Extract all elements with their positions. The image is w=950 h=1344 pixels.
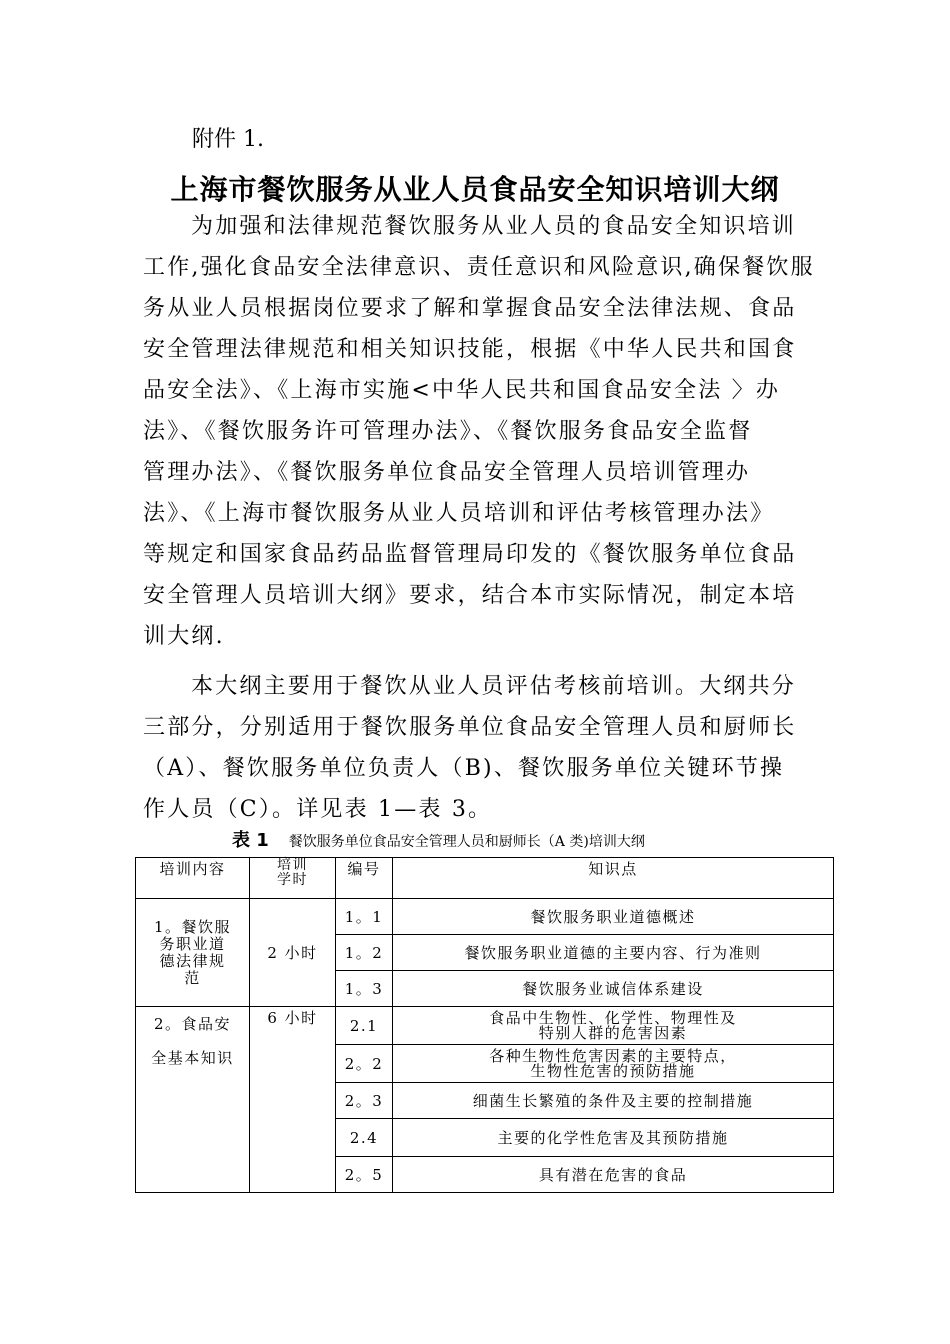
row-number: 2。3 [336,1083,393,1119]
attachment-label: 附件 1. [192,127,264,152]
group1-content-line: 德法律规 [159,951,226,970]
row-point: 餐饮服务职业道德概述 [393,899,834,935]
document-title: 上海市餐饮服务从业人员食品安全知识培训大纲 [170,173,780,206]
table-row [136,899,834,935]
scope-paragraph [143,666,807,830]
paragraph-line: 安全管理人员培训大纲》要求，结合本市实际情况，制定本培 [143,583,797,608]
table-header-row [136,858,834,899]
paragraph-line: 作人员（C）。详见表 1—表 3。 [143,797,493,822]
row-point: 餐饮服务职业道德的主要内容、行为准则 [393,935,834,971]
paragraph-line: 本大纲主要用于餐饮从业人员评估考核前培训。大纲共分 [191,674,797,699]
paragraph-line: 安全管理法律规范和相关知识技能，根据《中华人民共和国食 [143,337,797,362]
paragraph-line: 品安全法》、《上海市实施<中华人民共和国食品安全法 〉办 [143,378,781,403]
paragraph-line: （A）、餐饮服务单位负责人（B)、餐饮服务单位关键环节操 [143,756,785,781]
group2-hours: 6 小时 [250,1007,336,1193]
group1-content-line: 范 [184,968,201,987]
group2-content [136,1007,250,1193]
row-point: 餐饮服务业诚信体系建设 [393,971,834,1007]
paragraph-line: 为加强和法律规范餐饮服务从业人员的食品安全知识培训 [191,214,797,239]
group1-hours: 2 小时 [250,899,336,1007]
header-hours-line2: 学时 [277,872,308,888]
header-hours-line1: 培训 [277,857,308,873]
row-point-line: 生物性危害的预防措施 [530,1061,696,1080]
row-point: 具有潜在危害的食品 [393,1157,834,1193]
row-number: 2.4 [336,1119,393,1157]
header-number: 编号 [336,858,393,899]
row-number: 2.1 [336,1007,393,1045]
group1-content-line: 务职业道 [159,934,226,953]
paragraph-line: 三部分，分别适用于餐饮服务单位食品安全管理人员和厨师长 [143,715,797,740]
table-caption [232,826,645,852]
row-point: 细菌生长繁殖的条件及主要的控制措施 [393,1083,834,1119]
row-point-line: 特别人群的危害因素 [538,1023,688,1042]
paragraph-line: 法》、《餐饮服务许可管理办法》、《餐饮服务食品安全监督 [143,419,753,444]
paragraph-line: 务从业人员根据岗位要求了解和掌握食品安全法律法规、食品 [143,296,797,321]
table-caption-text: 餐饮服务单位食品安全管理人员和厨师长（A 类)培训大纲 [288,834,645,850]
row-point-line: 食品中生物性、化学性、物理性及 [489,1008,737,1027]
row-number: 2。5 [336,1157,393,1193]
table-number: 表 1 [232,830,269,851]
row-number: 1。3 [336,971,393,1007]
row-point-line: 各种生物性危害因素的主要特点， [489,1046,737,1065]
header-hours [250,858,336,899]
paragraph-line: 法》、《上海市餐饮服务从业人员培训和评估考核管理办法》 [143,501,775,526]
header-content: 培训内容 [136,858,250,899]
row-point [393,1045,834,1083]
table-row [136,1007,834,1045]
group2-content-line: 2。食品安 [153,1015,232,1033]
row-number: 1。1 [336,899,393,935]
paragraph-line: 训大纲. [143,624,225,649]
paragraph-line: 管理办法》、《餐饮服务单位食品安全管理人员培训管理办 [143,460,751,485]
paragraph-line: 等规定和国家食品药品监督管理局印发的《餐饮服务单位食品 [143,542,797,567]
training-outline-table [135,857,834,1193]
row-point: 主要的化学性危害及其预防措施 [393,1119,834,1157]
row-number: 1。2 [336,935,393,971]
intro-paragraph [143,206,815,657]
row-number: 2。2 [336,1045,393,1083]
group1-content [136,899,250,1007]
header-points: 知识点 [393,858,834,899]
paragraph-line: 工作,强化食品安全法律意识、责任意识和风险意识,确保餐饮服 [143,255,815,280]
row-point [393,1007,834,1045]
group1-content-line: 1。餐饮服 [153,917,232,936]
group2-content-line: 全基本知识 [151,1049,234,1067]
